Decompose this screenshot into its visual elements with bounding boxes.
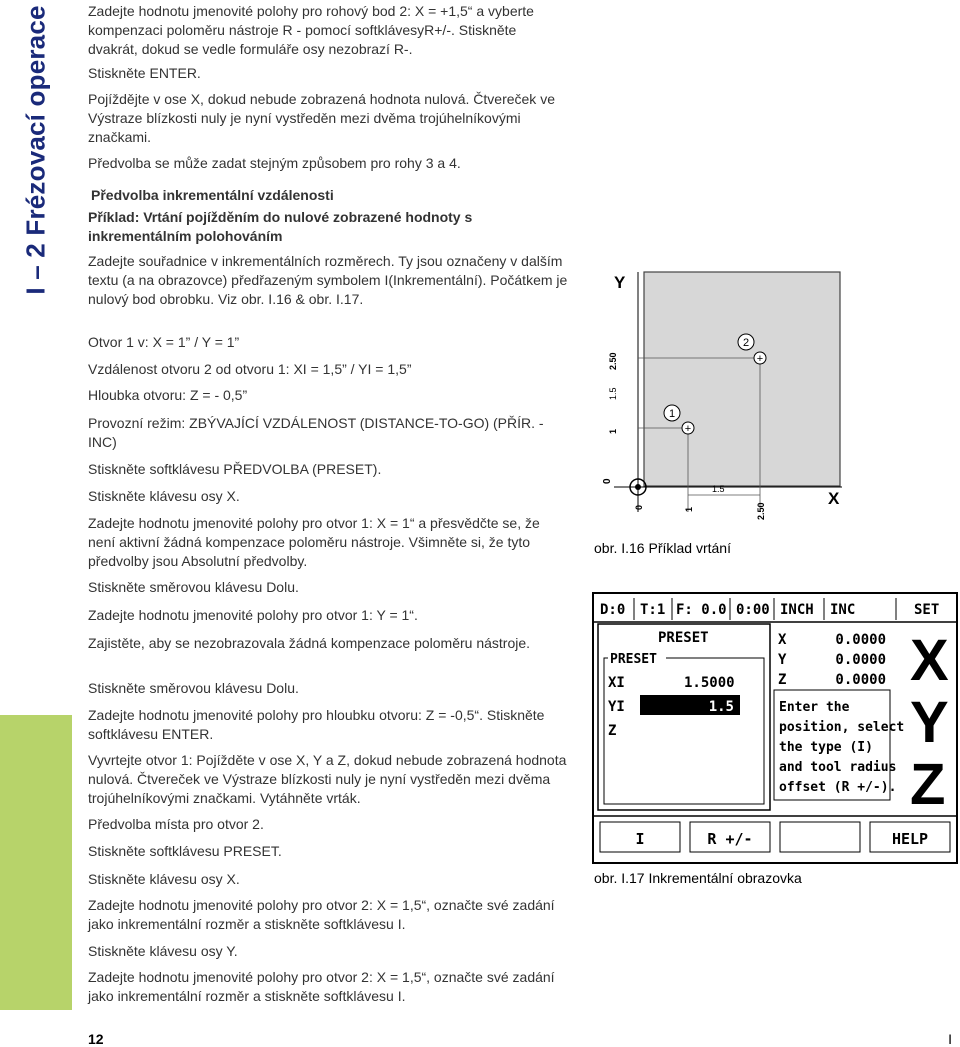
readout-value-y: 0.0000 (835, 652, 886, 668)
paragraph: Stiskněte klávesu osy X. (88, 871, 240, 887)
dim-label: 1 (608, 428, 618, 434)
status-unit: INCH (780, 602, 814, 618)
paragraph: Zadejte hodnotu jmenovité polohy pro otvor 2: X = 1,5“, označte své zadání jako inkrementální rozměr a stiskněte softklávesu I. (88, 897, 555, 932)
chapter-title: I – 2 Frézovací operace (20, 5, 51, 295)
paragraph: Provozní režim: ZBÝVAJÍCÍ VZDÁLENOST (DISTANCE-TO-GO) (PŘÍR. - INC) (88, 415, 544, 450)
hole-2-label: 2 (742, 337, 750, 349)
sidebar-green-tab (0, 715, 72, 1010)
paragraph: Pojíždějte v ose X, dokud nebude zobrazená hodnota nulová. Čtvereček ve Výstraze blízkosti nuly je nyní vystředěn mezi dvěma trojúhelníkovými značkami. (88, 91, 555, 145)
paragraph: Hloubka otvoru: Z = - 0,5” (88, 387, 248, 403)
softkey-help-label: HELP (891, 830, 929, 848)
paragraph: Stiskněte směrovou klávesu Dolu. (88, 680, 299, 696)
field-value-yi[interactable]: 1.5 (708, 699, 734, 715)
dim-label: 1.5 (712, 484, 725, 494)
dro-screen (592, 592, 958, 864)
paragraph: Stiskněte ENTER. (88, 65, 201, 81)
drilling-example-figure (592, 262, 852, 526)
softkey-incremental-label: I (635, 830, 645, 848)
paragraph: Předvolba se může zadat stejným způsobem pro rohy 3 a 4. (88, 155, 461, 171)
section-heading: Předvolba inkrementální vzdálenosti (91, 187, 334, 203)
big-axis-z: Z (910, 752, 946, 817)
paragraph: Zadejte hodnotu jmenovité polohy pro otvor 1: X = 1“ a přesvědčte se, že není aktivní žádná kompenzace poloměru nástroje. Všimněte si, že tyto předvolby jsou Absolutní předvolby. (88, 515, 540, 569)
paragraph: Vzdálenost otvoru 2 od otvoru 1: XI = 1,5” / YI = 1,5” (88, 361, 412, 377)
help-line: offset (R +/-). (779, 780, 897, 795)
paragraph: Zadejte hodnotu jmenovité polohy pro otvor 2: X = 1,5“, označte své zadání jako inkrementální rozměr a stiskněte softklávesu I. (88, 969, 555, 1004)
status-time: 0:00 (736, 602, 770, 618)
paragraph: Otvor 1 v: X = 1” / Y = 1” (88, 334, 240, 350)
help-line: the type (I) (779, 740, 873, 755)
preset-group-label: PRESET (610, 652, 657, 667)
status-mode: INC (830, 602, 856, 618)
paragraph: Zadejte hodnotu jmenovité polohy pro otvor 1: Y = 1“. (88, 607, 418, 623)
svg-text:+: + (684, 423, 692, 435)
status-feed: F: 0.0 (676, 602, 727, 618)
field-label-xi: XI (608, 675, 625, 691)
big-axis-x: X (910, 628, 949, 693)
example-heading: Příklad: Vrtání pojížděním do nulové zobrazené hodnoty s inkrementálním polohováním (88, 209, 473, 244)
dim-label: 1 (684, 506, 694, 512)
paragraph: Stiskněte směrovou klávesu Dolu. (88, 579, 299, 595)
readout-value-z: 0.0000 (835, 672, 886, 688)
readout-axis-x: X (778, 632, 787, 648)
figure-17-caption: obr. I.17 Inkrementální obrazovka (594, 870, 802, 886)
hole-1-label: 1 (668, 408, 676, 420)
dim-label: 2.50 (608, 352, 618, 370)
paragraph: Vyvrtejte otvor 1: Pojížděte v ose X, Y a Z, dokud nebude zobrazená hodnota nulová. Čtvereček ve Výstraze blízkosti nuly je nyní vystředěn mezi dvěma trojúhelníkovými značkami. Vytáhněte vrták. (88, 752, 567, 806)
status-tool: T:1 (640, 602, 666, 618)
field-label-yi: YI (608, 699, 625, 715)
readout-axis-y: Y (778, 652, 787, 668)
paragraph: Zadejte hodnotu jmenovité polohy pro hloubku otvoru: Z = -0,5“. Stiskněte softklávesu ENTER. (88, 707, 545, 742)
readout-value-x: 0.0000 (835, 632, 886, 648)
paragraph: Předvolba místa pro otvor 2. (88, 816, 264, 832)
svg-text:+: + (756, 353, 764, 365)
dim-label: 1.5 (608, 387, 618, 400)
help-line: and tool radius (779, 760, 897, 775)
field-label-z: Z (608, 723, 617, 739)
preset-dialog-title: PRESET (658, 630, 709, 646)
page-number: 12 (88, 1031, 104, 1047)
paragraph: Stiskněte klávesu osy Y. (88, 943, 238, 959)
paragraph: Stiskněte softklávesu PRESET. (88, 843, 282, 859)
status-set: SET (914, 602, 940, 618)
status-datum: D:0 (600, 602, 626, 618)
paragraph: Zajistěte, aby se nezobrazovala žádná kompenzace poloměru nástroje. (88, 635, 531, 651)
dim-label: 0 (602, 478, 613, 484)
big-axis-y: Y (910, 690, 949, 755)
paragraph: Zadejte hodnotu jmenovité polohy pro rohový bod 2: X = +1,5“ a vyberte kompenzaci poloměru nástroje R - pomocí softklávesyR+/-. Stiskněte dvakrát, dokud se vedle formuláře osy nezobrazí R-. (88, 3, 534, 57)
dim-label: 2.50 (756, 502, 766, 520)
readout-axis-z: Z (778, 672, 787, 688)
footer-mark: I (948, 1031, 952, 1047)
figure-16-caption: obr. I.16 Příklad vrtání (594, 540, 731, 556)
help-line: position, select (779, 720, 905, 735)
paragraph: Stiskněte klávesu osy X. (88, 488, 240, 504)
x-axis-label: X (828, 489, 840, 508)
paragraph: Zadejte souřadnice v inkrementálních rozměrech. Ty jsou označeny v dalším textu (a na obrazovce) předřazeným symbolem I(Inkrementální). Počátkem je nulový bod obrobku. Viz obr. I.16 & obr. I.17. (88, 253, 568, 307)
softkey-empty[interactable] (780, 822, 860, 852)
field-value-xi[interactable]: 1.5000 (684, 675, 735, 691)
help-line: Enter the (779, 700, 850, 715)
y-axis-label: Y (614, 273, 626, 292)
softkey-radius-label: R +/- (707, 830, 753, 848)
paragraph: Stiskněte softklávesu PŘEDVOLBA (PRESET). (88, 461, 382, 477)
chapter-sidebar (0, 0, 72, 1046)
dim-label: 0 (634, 504, 644, 510)
